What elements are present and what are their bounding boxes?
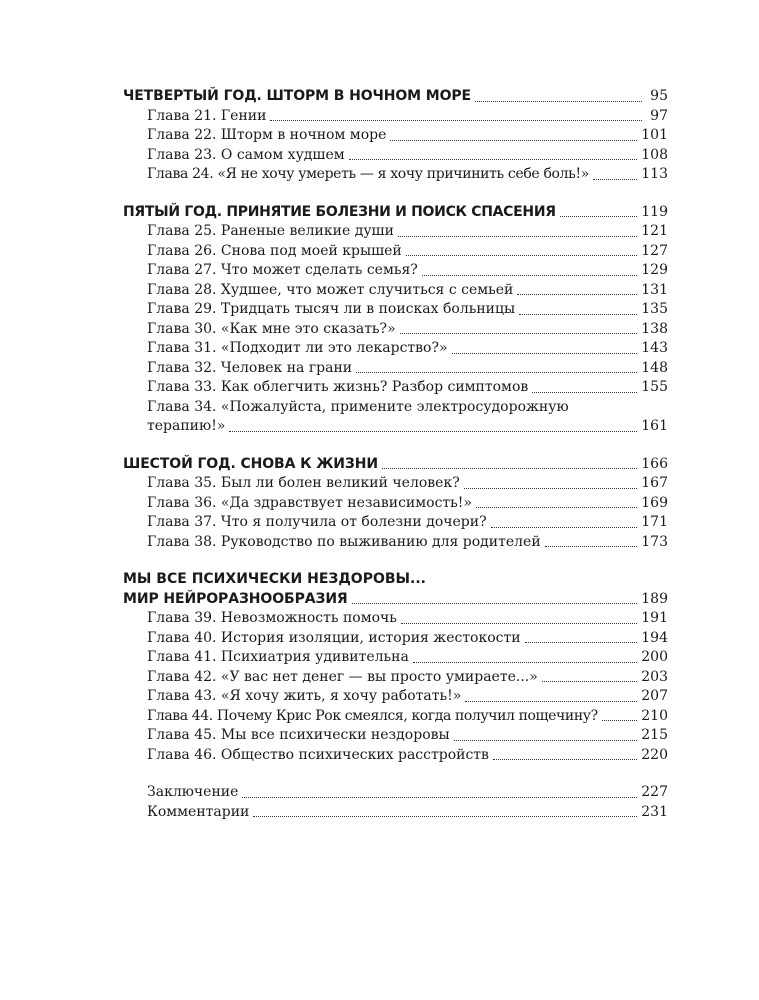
page-number: 220 [641, 746, 668, 763]
page-number: 129 [641, 262, 668, 278]
page-number: 191 [641, 610, 668, 626]
dot-leader [593, 179, 637, 180]
chapter-row [123, 513, 668, 533]
page-number: 161 [641, 418, 668, 434]
page-number: 97 [650, 107, 668, 124]
chapter-row [123, 320, 668, 340]
chapter-row [123, 417, 668, 437]
toc-section [123, 455, 668, 553]
chapter-title: Глава 31. «Подходит ли это лекарство?» [147, 340, 448, 356]
chapter-row [123, 339, 668, 359]
page-number: 171 [641, 514, 668, 530]
chapter-title: Глава 36. «Да здравствует независимость!» [147, 494, 472, 511]
dot-leader [413, 662, 637, 663]
page-number: 138 [641, 320, 668, 337]
chapter-title: Глава 29. Тридцать тысяч ли в поисках больницы [147, 301, 516, 317]
section-title: ШЕСТОЙ ГОД. СНОВА К ЖИЗНИ [123, 455, 378, 472]
chapter-title-line2: терапию!» [147, 418, 226, 434]
section-title: ЧЕТВЕРТЫЙ ГОД. ШТОРМ В НОЧНОМ МОРЕ [123, 88, 472, 104]
dot-leader [517, 294, 637, 295]
dot-leader [475, 101, 642, 102]
page-number: 121 [641, 223, 668, 239]
backmatter-title: Комментарии [147, 803, 250, 820]
page-number: 148 [641, 359, 668, 376]
chapter-row [123, 609, 668, 629]
chapter-title: Глава 35. Был ли болен великий человек? [147, 475, 460, 491]
page-number: 166 [641, 455, 668, 472]
backmatter-row [123, 803, 668, 823]
chapter-row [123, 378, 668, 398]
page-number: 108 [641, 146, 668, 163]
chapter-row [123, 668, 668, 688]
chapter-title: Глава 38. Руководство по выживанию для родителей [147, 533, 541, 550]
page-number: 167 [641, 475, 668, 491]
toc-section [123, 87, 668, 185]
chapter-title: Глава 37. Что я получила от болезни дочери? [147, 514, 487, 530]
dot-leader [398, 236, 637, 237]
chapter-title: Глава 46. Общество психических расстройств [147, 746, 489, 763]
chapter-title: Глава 41. Психиатрия удивительна [147, 649, 409, 665]
page-number: 113 [641, 166, 668, 182]
dot-leader [465, 701, 637, 702]
page-number: 155 [641, 379, 668, 395]
section-heading-row [123, 455, 668, 475]
section-title: ПЯТЫЙ ГОД. ПРИНЯТИЕ БОЛЕЗНИ И ПОИСК СПАСЕНИЯ [123, 203, 556, 220]
dot-leader [491, 527, 638, 528]
chapter-title: Глава 22. Шторм в ночном море [147, 127, 387, 143]
chapter-title: Глава 27. Что может сделать семья? [147, 262, 418, 278]
dot-leader [452, 353, 638, 354]
dot-leader [382, 468, 637, 469]
chapter-title: Глава 44. Почему Крис Рок смеялся, когда получил пощечину? [147, 707, 598, 724]
page-number: 200 [641, 649, 668, 665]
dot-leader [532, 392, 637, 393]
toc-backmatter [123, 783, 668, 822]
chapter-row [123, 107, 668, 127]
section-title-line1: МЫ ВСЕ ПСИХИЧЕСКИ НЕЗДОРОВЫ... [123, 571, 426, 587]
section-title-line2: МИР НЕЙРОРАЗНООБРАЗИЯ [123, 590, 348, 607]
dot-leader [525, 642, 638, 643]
page-number: 194 [641, 629, 668, 646]
chapter-title: Глава 40. История изоляции, история жестокости [147, 629, 521, 646]
dot-leader [519, 314, 637, 315]
page-number: 189 [641, 590, 668, 607]
dot-leader [352, 603, 638, 604]
chapter-title: Глава 45. Мы все психически нездоровы [147, 727, 450, 743]
page-number: 203 [641, 668, 668, 685]
dot-leader [356, 372, 637, 373]
dot-leader [400, 333, 638, 334]
page-number: 119 [641, 203, 668, 220]
chapter-row [123, 648, 668, 668]
dot-leader [476, 507, 637, 508]
chapter-row [123, 359, 668, 379]
page-number: 127 [641, 242, 668, 259]
table-of-contents [123, 87, 668, 840]
page-number: 95 [650, 88, 668, 104]
dot-leader [253, 816, 637, 817]
chapter-row [123, 242, 668, 262]
dot-leader [542, 681, 637, 682]
chapter-row [123, 222, 668, 242]
dot-leader [242, 797, 637, 798]
chapter-row [123, 726, 668, 746]
dot-leader [560, 216, 638, 217]
chapter-title: Глава 28. Худшее, что может случиться с семьей [147, 281, 514, 298]
chapter-row [123, 281, 668, 301]
page-number: 231 [641, 803, 668, 820]
dot-leader [422, 275, 637, 276]
dot-leader [454, 740, 638, 741]
chapter-title: Глава 32. Человек на грани [147, 359, 353, 376]
page-number: 169 [641, 494, 668, 511]
backmatter-row [123, 783, 668, 803]
dot-leader [493, 759, 637, 760]
toc-section [123, 570, 668, 765]
chapter-title: Глава 21. Гении [147, 107, 267, 124]
section-heading-row [123, 87, 668, 107]
chapter-row [123, 126, 668, 146]
dot-leader [270, 120, 642, 121]
dot-leader [406, 255, 638, 256]
dot-leader [401, 623, 637, 624]
chapter-title: Глава 33. Как облегчить жизнь? Разбор симптомов [147, 379, 529, 395]
dot-leader [349, 159, 638, 160]
page-number: 135 [641, 301, 668, 317]
chapter-title: Глава 39. Невозможность помочь [147, 610, 397, 626]
chapter-row [123, 474, 668, 494]
chapter-row [123, 300, 668, 320]
chapter-title: Глава 43. «Я хочу жить, я хочу работать!» [147, 688, 462, 704]
chapter-title: Глава 26. Снова под моей крышей [147, 242, 402, 259]
chapter-title: Глава 30. «Как мне это сказать?» [147, 320, 396, 337]
chapter-row [123, 687, 668, 707]
page-number: 173 [641, 533, 668, 550]
chapter-title: Глава 23. О самом худшем [147, 146, 345, 163]
dot-leader [464, 488, 638, 489]
section-heading-row [123, 203, 668, 223]
chapter-row [123, 494, 668, 514]
chapter-title-line1: Глава 34. «Пожалуйста, примените электросудорожную [147, 398, 569, 415]
chapter-row [123, 261, 668, 281]
chapter-title: Глава 25. Раненые великие души [147, 223, 394, 239]
page-number: 210 [641, 707, 668, 724]
section-heading-row [123, 590, 668, 610]
chapter-title: Глава 42. «У вас нет денег — вы просто умираете...» [147, 668, 538, 685]
page-number: 143 [641, 340, 668, 356]
chapter-row [123, 707, 668, 727]
chapter-row [123, 533, 668, 553]
dot-leader [602, 720, 638, 721]
backmatter-title: Заключение [147, 784, 239, 800]
toc-section [123, 203, 668, 437]
page-number: 101 [641, 127, 668, 143]
chapter-row [123, 165, 668, 185]
chapter-row [123, 146, 668, 166]
page-number: 215 [641, 727, 668, 743]
page-number: 207 [641, 688, 668, 704]
chapter-title: Глава 24. «Я не хочу умереть — я хочу причинить себе боль!» [147, 166, 589, 182]
dot-leader [229, 431, 637, 432]
chapter-row [123, 629, 668, 649]
dot-leader [545, 546, 638, 547]
page-number: 227 [641, 784, 668, 800]
chapter-row [123, 746, 668, 766]
dot-leader [390, 140, 637, 141]
page-number: 131 [641, 281, 668, 298]
